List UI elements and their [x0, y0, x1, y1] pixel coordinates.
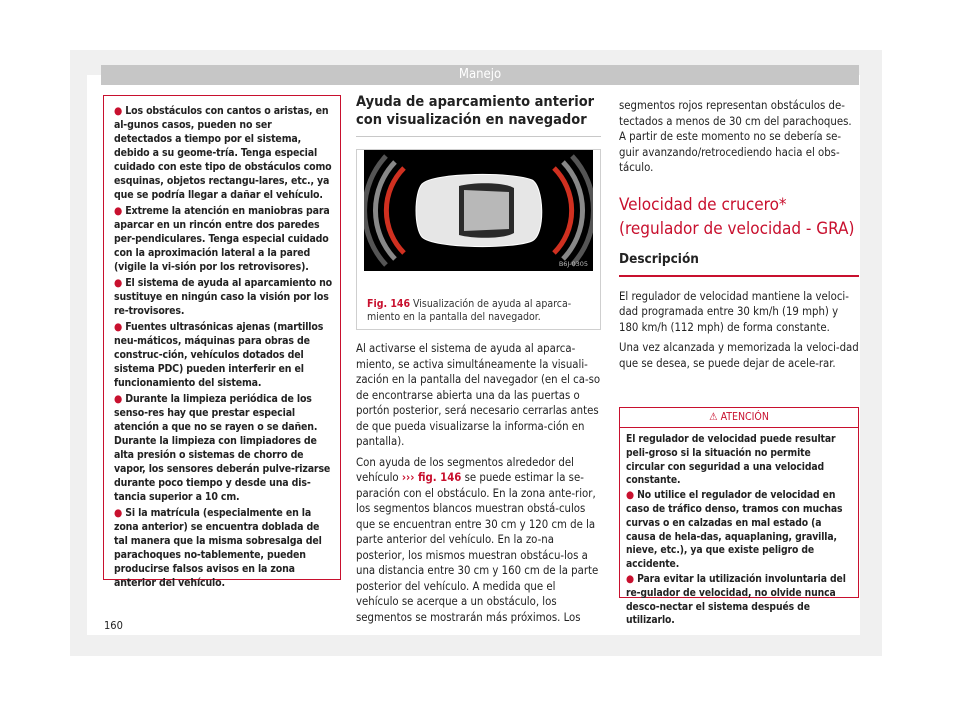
figure-label: Fig. 146	[367, 298, 411, 310]
bullet-icon: ●	[626, 489, 634, 502]
warning-box-left	[103, 95, 341, 589]
warning-item: ● Extreme la atención en maniobras para aparcar en un rincón entre dos paredes per-pendiculares. Tenga especial cuidado con la aproximación lateral a la pared (vigile la vi-sión por los retrovisores).	[114, 205, 330, 273]
paragraph: Una vez alcanzada y memorizada la veloci-dad que se desea, se puede dejar de acele-rar.	[619, 341, 859, 370]
figure-146	[356, 149, 601, 330]
bullet-icon: ●	[114, 105, 123, 117]
warning-item: ● Si la matrícula (especialmente en la zona anterior) se encuentra doblada de tal manera que la misma sobresalga del parachoques no-tablemente, pueden producirse falsos avisos en la zona anterior del vehículo.	[114, 507, 322, 589]
attention-intro: El regulador de velocidad puede resultar peli-groso si la situación no permite circular con seguridad a una velocidad constante.	[626, 433, 836, 487]
bullet-icon: ●	[114, 507, 123, 519]
chapter-heading: Velocidad de crucero* (regulador de velocidad - GRA)	[619, 194, 855, 239]
page-number: 160	[104, 619, 123, 632]
running-header: Manejo	[101, 65, 859, 85]
attention-item: ● Para evitar la utilización involuntaria del re-gulador de velocidad, no olvide nunca desco-nectar el sistema después de utilizarlo.	[626, 572, 846, 627]
warning-item: ● Durante la limpieza periódica de los senso-res hay que prestar especial atención a que no se rayen o se dañen. Durante la limpieza con limpiadores de alta presión o sistemas de chorro de vapor, los sensores deberán pulve-rizarse durante poco tiempo y desde una dis-tancia superior a 10 cm.	[114, 393, 331, 503]
subheading: Descripción	[619, 250, 699, 267]
car-parking-sensor-icon	[364, 150, 593, 271]
bullet-icon: ●	[114, 393, 123, 405]
warning-triangle-icon: ⚠	[709, 411, 718, 423]
paragraph: Con ayuda de los segmentos alrededor del vehículo ››› fig. 146 se puede estimar la se-paración con el obstáculo. En la zona ante-rior, los segmentos blancos muestran obstá-culos que se encuentran entre 30 cm y 120 cm de la parte anterior del vehículo. En la zo-na posterior, los mismos muestran obstácu-los a una distancia entre 30 cm y 160 cm de la parte posterior del vehículo. A medida que el vehículo se acerque a un obstáculo, los segmentos se mostrarán más próximos. Los	[356, 455, 599, 624]
warning-item: ● El sistema de ayuda al aparcamiento no sustituye en ningún caso la visión por los re-trovisores.	[114, 277, 333, 317]
figure-caption-text: Visualización de ayuda al aparca-miento en la pantalla del navegador.	[367, 298, 572, 323]
attention-item: ● No utilice el regulador de velocidad en caso de tráfico denso, tramos con muchas curvas o en calzadas en mal estado (a causa de hela-das, aquaplaning, gravilla, nieve, etc.), ya que existe peligro de accidente.	[626, 489, 843, 571]
column-2-body	[356, 341, 601, 625]
section-heading-block	[356, 93, 601, 137]
paragraph: segmentos rojos representan obstáculos de-tectados a menos de 30 cm del parachoques. A partir de este momento no se debería se-guir avanzando/retrocediendo hacia el obs-táculo.	[619, 99, 852, 174]
section-title: Ayuda de aparcamiento anterior con visualización en navegador	[356, 94, 595, 128]
attention-header	[620, 408, 858, 428]
bullet-icon: ●	[114, 277, 123, 289]
warning-item: ● Los obstáculos con cantos o aristas, en al-gunos casos, pueden no ser detectados a tiempo por el sistema, debido a su geome-tría. Tenga especial cuidado con este tipo de obstáculos como esquinas, objetos rectangu-lares, etc., ya que se podría llegar a dañar el vehículo.	[114, 105, 332, 201]
section-divider	[356, 136, 601, 137]
parking-display-image	[364, 150, 593, 271]
figure-code: B6J-0305	[558, 260, 588, 268]
attention-title: ATENCIÓN	[720, 411, 769, 423]
figure-caption	[367, 298, 597, 324]
subheading-divider	[619, 275, 859, 277]
attention-box	[619, 407, 859, 627]
figure-cross-reference[interactable]: ››› fig. 146	[401, 471, 462, 484]
paragraph: El regulador de velocidad mantiene la veloci-dad programada entre 30 km/h (19 mph) y 180 km/h (112 mph) de forma constante.	[619, 289, 849, 334]
warning-item: ● Fuentes ultrasónicas ajenas (martillos neu-máticos, máquinas para obras de construc-ción, vehículos dotados del sistema PDC) pueden interferir en el funcionamiento del sistema.	[114, 321, 324, 389]
bullet-icon: ●	[114, 205, 123, 217]
attention-body	[620, 428, 858, 628]
bullet-icon: ●	[626, 572, 634, 585]
bullet-icon: ●	[114, 321, 123, 333]
paragraph: Al activarse el sistema de ayuda al aparca-miento, se activa simultáneamente la visuali-zación en la pantalla del navegador (en el ca-so de encontrarse abierta una da las puertas o portón posterior, será necesario cerrarlas antes de que pueda visualizarse la informa-ción en pantalla).	[356, 342, 601, 448]
column-3	[619, 98, 859, 371]
